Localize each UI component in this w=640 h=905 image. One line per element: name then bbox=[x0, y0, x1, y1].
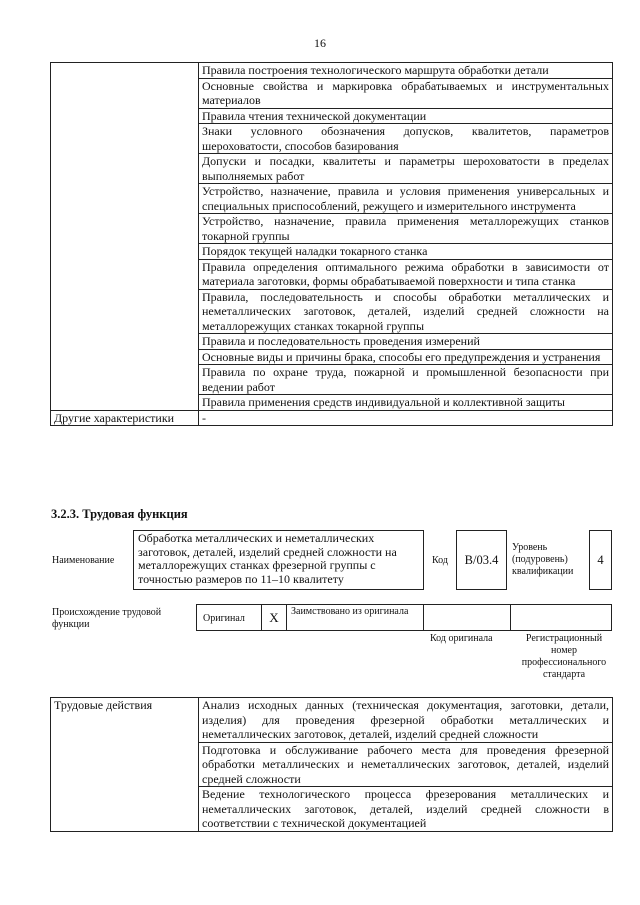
table-cell: Подготовка и обслуживание рабочего места для проведения фрезерной обработки металлических и неметаллических заготовок, деталей, изделий средней сложности bbox=[199, 742, 613, 787]
page-number: 16 bbox=[314, 36, 326, 50]
table-cell: Правила по охране труда, пожарной и промышленной безопасности при ведении работ bbox=[199, 365, 613, 395]
borrowed-label: Заимствовано из оригинала bbox=[291, 606, 409, 617]
reg-number-label: Регистрационный номер профессионального стандарта bbox=[521, 633, 607, 680]
original-label: Оригинал bbox=[203, 613, 245, 624]
table-cell: Ведение технологического процесса фрезерования металлических и неметаллических заготовок, деталей, изделий средней сложности в соответствии с технической документацией bbox=[199, 787, 613, 832]
knowledge-table bbox=[50, 62, 613, 426]
labor-actions-table bbox=[50, 697, 613, 832]
other-characteristics-label: Другие характеристики bbox=[51, 410, 199, 426]
table-cell: Порядок текущей наладки токарного станка bbox=[199, 244, 613, 260]
table-cell: Анализ исходных данных (техническая документация, заготовки, детали, изделия) для проведения фрезерной обработки металлических и неметаллических заготовок, деталей, изделий средней сложности bbox=[199, 698, 613, 743]
reg-number-cell bbox=[510, 604, 612, 631]
table-row bbox=[51, 63, 613, 79]
original-cell bbox=[196, 604, 262, 631]
borrowed-cell bbox=[286, 604, 424, 631]
table-cell: Правила чтения технической документации bbox=[199, 108, 613, 124]
table-cell: Знаки условного обозначения допусков, квалитетов, параметров шероховатости, способов базирования bbox=[199, 124, 613, 154]
table-cell: Правила применения средств индивидуальной и коллективной защиты bbox=[199, 395, 613, 411]
table-label-cell bbox=[51, 63, 199, 411]
labor-actions-label: Трудовые действия bbox=[51, 698, 199, 832]
table-cell: Устройство, назначение, правила применения металлорежущих станков токарной группы bbox=[199, 214, 613, 244]
table-cell: Правила и последовательность проведения измерений bbox=[199, 334, 613, 350]
code-original-cell bbox=[423, 604, 511, 631]
origin-label: Происхождение трудовой функции bbox=[52, 607, 162, 630]
table-cell: Правила определения оптимального режима обработки в зависимости от материала заготовки, формы обрабатываемой поверхности и типа станка bbox=[199, 259, 613, 289]
table-cell: Правила построения технологического маршрута обработки детали bbox=[199, 63, 613, 79]
level-value: 4 bbox=[589, 530, 612, 590]
table-cell: Правила, последовательность и способы обработки металлических и неметаллических заготовок, деталей, изделий средней сложности на металлорежущих станках токарной группы bbox=[199, 289, 613, 334]
code-value: B/03.4 bbox=[456, 530, 507, 590]
table-row bbox=[51, 698, 613, 743]
section-title: 3.2.3. Трудовая функция bbox=[51, 507, 188, 521]
original-mark: X bbox=[261, 604, 287, 631]
origin-row bbox=[196, 604, 612, 631]
name-label: Наименование bbox=[52, 555, 115, 566]
table-row bbox=[51, 410, 613, 426]
level-label: Уровень (подуровень) квалификации bbox=[512, 542, 574, 577]
code-label: Код bbox=[432, 555, 448, 566]
table-cell: Основные свойства и маркировка обрабатываемых и инструментальных материалов bbox=[199, 78, 613, 108]
code-original-label: Код оригинала bbox=[430, 633, 493, 644]
table-cell: Устройство, назначение, правила и условия применения универсальных и специальных приспособлений, режущего и измерительного инструмента bbox=[199, 184, 613, 214]
table-cell: Основные виды и причины брака, способы его предупреждения и устранения bbox=[199, 349, 613, 365]
other-characteristics-value: - bbox=[199, 410, 613, 426]
name-value: Обработка металлических и неметаллических заготовок, деталей, изделий средней сложности на металлорежущих станках фрезерной группы с точностью размеров по 11–10 квалитету bbox=[133, 530, 424, 590]
table-cell: Допуски и посадки, квалитеты и параметры шероховатости в пределах выполняемых работ bbox=[199, 154, 613, 184]
